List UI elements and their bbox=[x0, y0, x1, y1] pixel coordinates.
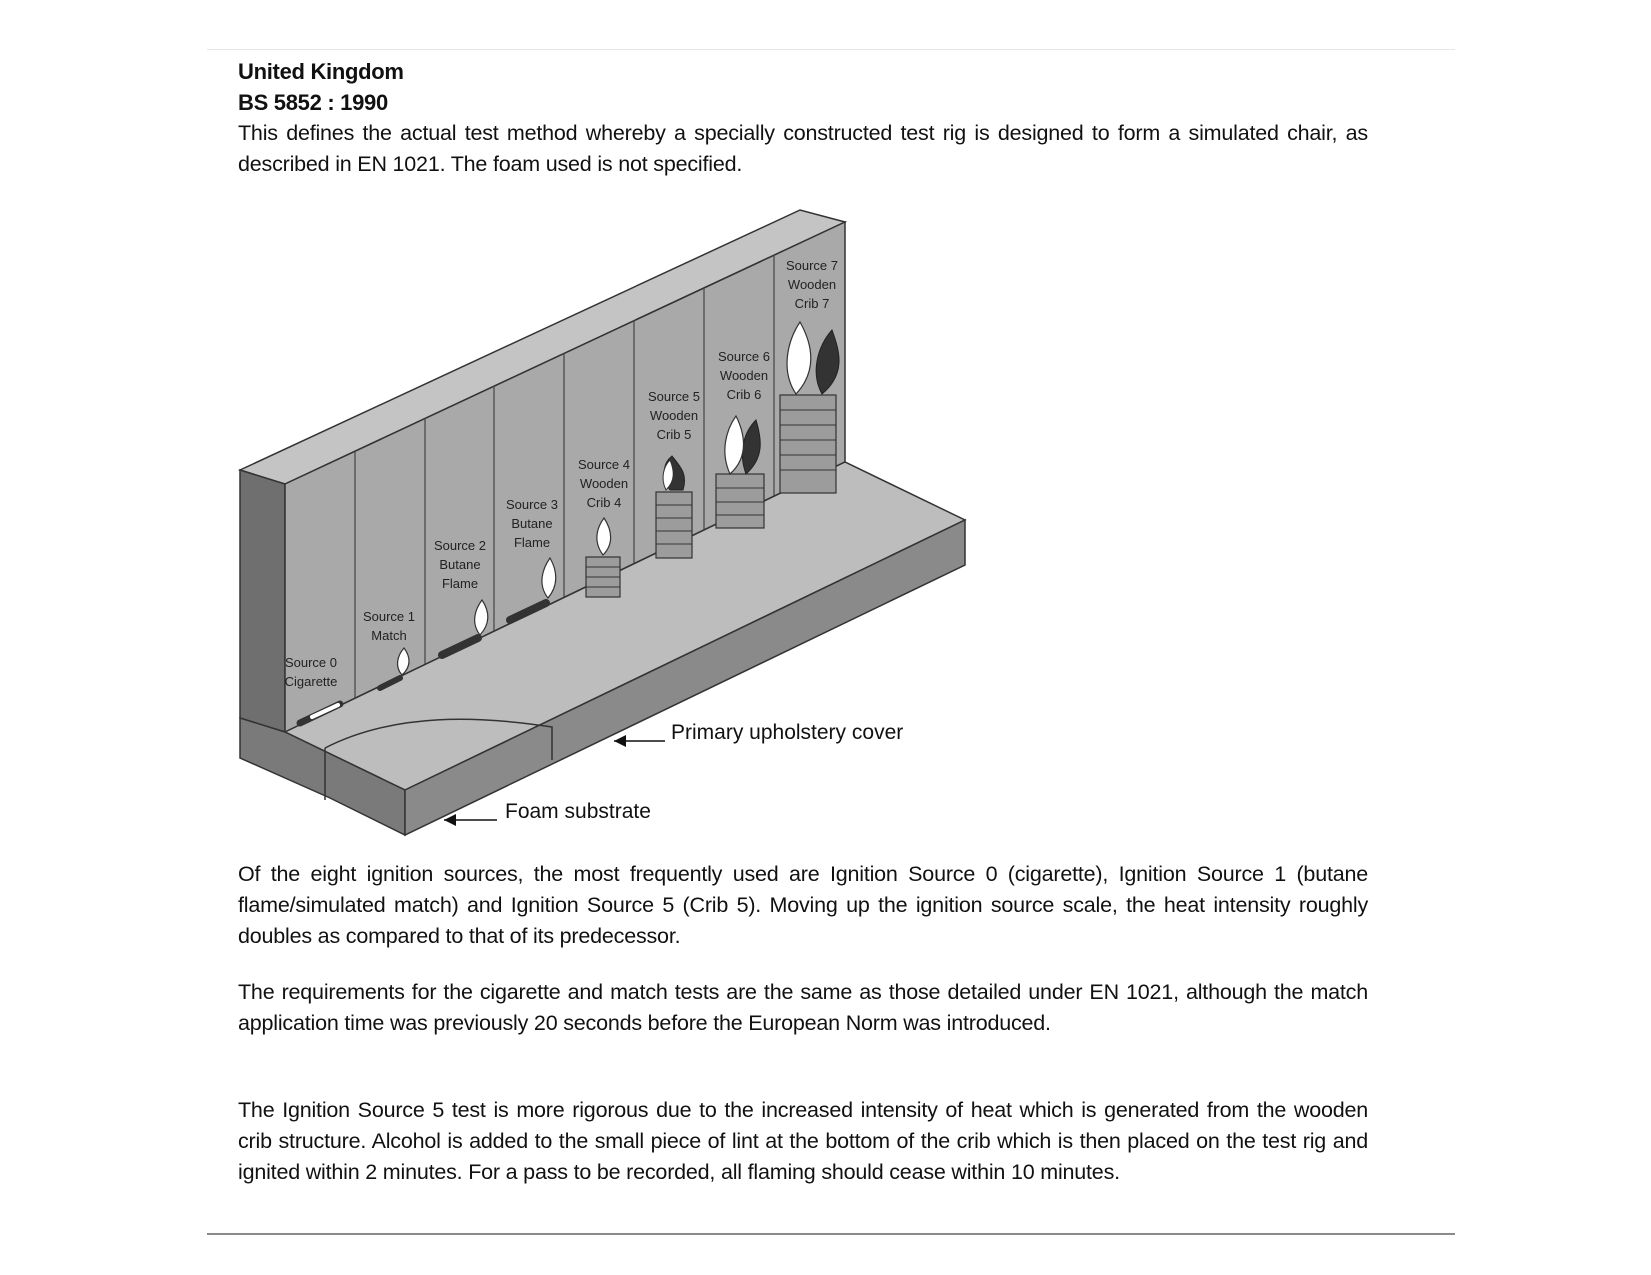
source-0-label-line-1: Source 0 bbox=[284, 655, 338, 670]
paragraph-3: The Ignition Source 5 test is more rigorous due to the increased intensity of heat which is generated from the wooden crib structure. Alcohol is added to the small piece of lint at the bottom of the crib which is then placed on the test rig and ignited within 2 minutes. For a pass to be recorded, all flaming should cease within 10 minutes. bbox=[238, 1098, 1368, 1184]
source-4-label-line-3: Crib 4 bbox=[586, 495, 622, 510]
backrest-side bbox=[240, 470, 285, 732]
source-3-label-line-1: Source 3 bbox=[505, 497, 559, 512]
crib-7-icon bbox=[780, 322, 839, 493]
bottom-rule bbox=[207, 1233, 1455, 1235]
source-7-label-line-2: Wooden bbox=[787, 277, 837, 292]
standard-heading: BS 5852 : 1990 bbox=[238, 90, 388, 115]
source-2-label-line-2: Butane bbox=[439, 557, 481, 572]
source-7-label-line-1: Source 7 bbox=[785, 258, 839, 273]
source-1-label-line-2: Match bbox=[371, 628, 407, 643]
source-5-label-line-1: Source 5 bbox=[647, 389, 701, 404]
source-3-label-line-3: Flame bbox=[513, 535, 551, 550]
foam-callout-label: Foam substrate bbox=[505, 800, 651, 823]
paragraph-1: Of the eight ignition sources, the most frequently used are Ignition Source 0 (cigarette), Ignition Source 1 (butane flame/simulated match) and Ignition Source 5 (Crib 5). Moving up the ignition source scale, the heat intensity roughly doubles as compared to that of its predecessor. bbox=[238, 862, 1368, 948]
source-7-label-line-3: Crib 7 bbox=[794, 296, 830, 311]
source-1-label-line-1: Source 1 bbox=[362, 609, 416, 624]
intro-paragraph: This defines the actual test method whereby a specially constructed test rig is designed to form a simulated chair, as described in EN 1021. The foam used is not specified. bbox=[238, 121, 1368, 176]
source-5-label-line-2: Wooden bbox=[649, 408, 699, 423]
source-0-label-line-2: Cigarette bbox=[284, 674, 338, 689]
country-heading: United Kingdom bbox=[238, 59, 404, 84]
source-6-label-line-1: Source 6 bbox=[717, 349, 771, 364]
source-3-label-line-2: Butane bbox=[511, 516, 553, 531]
source-4-label-line-2: Wooden bbox=[579, 476, 629, 491]
source-4-label-line-1: Source 4 bbox=[577, 457, 631, 472]
foam-callout-arrow bbox=[444, 814, 497, 826]
source-5-label-line-3: Crib 5 bbox=[656, 427, 692, 442]
source-6-label-line-3: Crib 6 bbox=[726, 387, 762, 402]
source-2-label-line-1: Source 2 bbox=[433, 538, 487, 553]
cover-callout-arrow bbox=[614, 735, 665, 747]
paragraph-2: The requirements for the cigarette and match tests are the same as those detailed under EN 1021, although the match application time was previously 20 seconds before the European Norm was introduced. bbox=[238, 980, 1368, 1035]
cover-callout-label: Primary upholstery cover bbox=[671, 721, 904, 744]
source-2-label-line-3: Flame bbox=[441, 576, 479, 591]
source-6-label-line-2: Wooden bbox=[719, 368, 769, 383]
